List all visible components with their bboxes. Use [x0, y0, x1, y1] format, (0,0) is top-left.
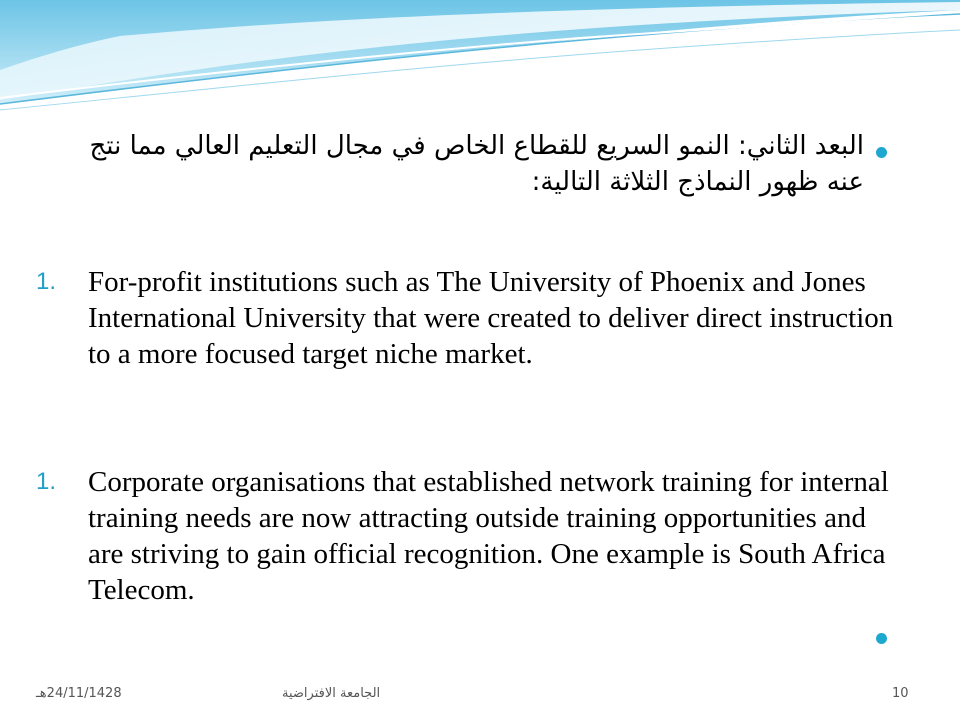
list-item-text: Corporate organisations that established network training for internal training needs are now attracting outside training opportunities and are striving to gain official recognition. One example is South Africa Telecom.	[88, 466, 889, 606]
bullet-dot-icon	[876, 147, 887, 158]
header-wave-decoration	[0, 0, 960, 120]
footer-center-text: الجامعة الافتراضية	[282, 686, 381, 701]
list-item-number: 1.	[36, 468, 57, 495]
bullet-dot-icon	[876, 633, 887, 644]
list-item-number: 1.	[36, 268, 57, 295]
footer-date: 24/11/1428هـ	[36, 686, 122, 701]
arabic-bullet-text: البعد الثاني: النمو السريع للقطاع الخاص في مجال التعليم العالي مما نتج عنه ظهور النماذج الثلاثة التالية:	[89, 131, 864, 197]
list-item-text: For-profit institutions such as The University of Phoenix and Jones International University that were created to deliver direct instruction to a more focused target niche market.	[88, 266, 894, 370]
page-number: 10	[892, 686, 909, 701]
